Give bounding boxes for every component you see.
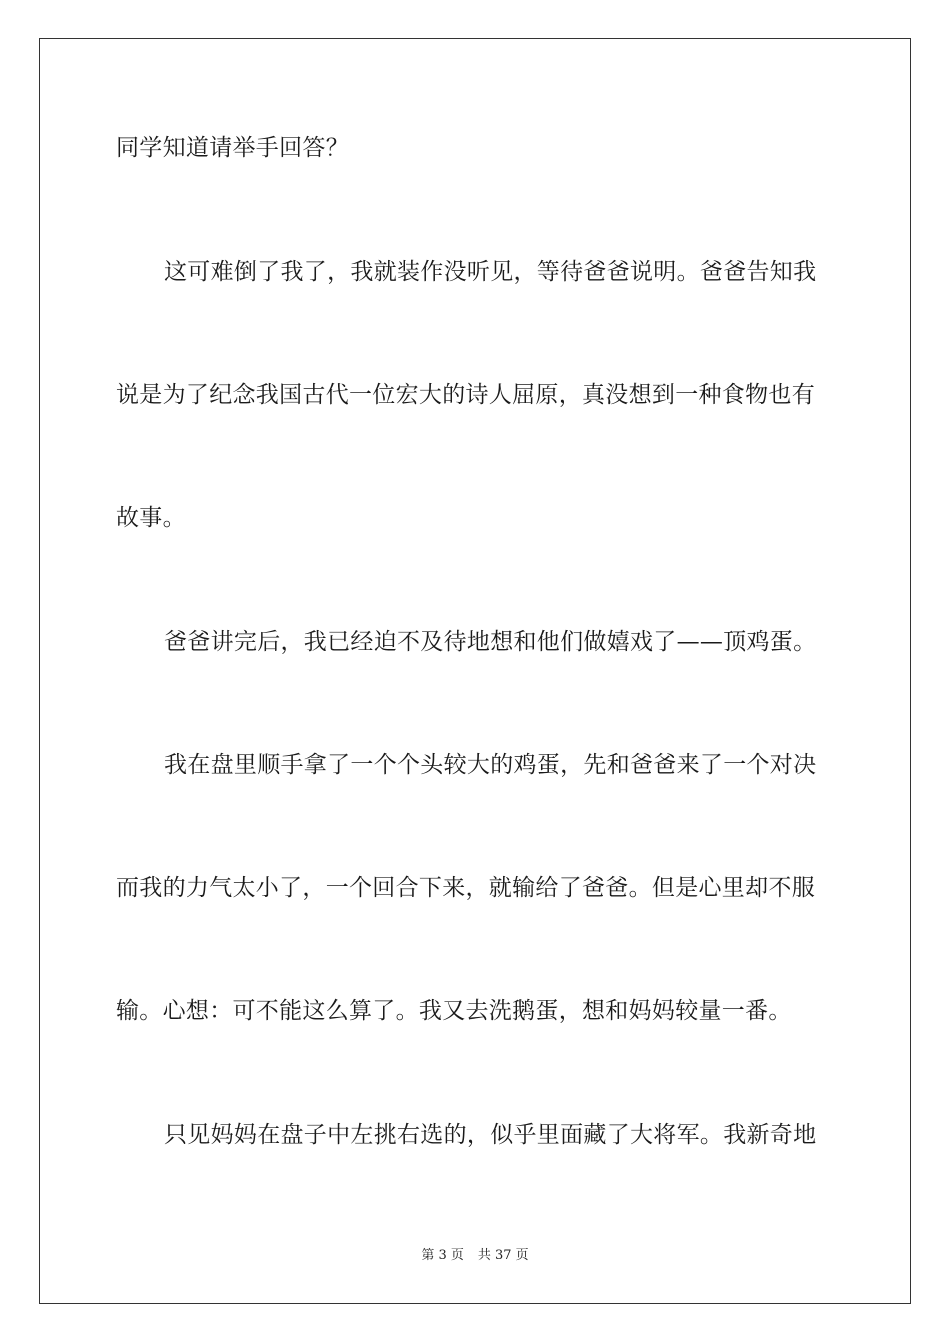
body-text-line: 故事。 xyxy=(116,505,186,531)
body-text-line: 说是为了纪念我国古代一位宏大的诗人屈原，真没想到一种食物也有 xyxy=(116,382,815,408)
page-total: 共 37 页 xyxy=(477,1248,529,1263)
body-text-line: 而我的力气太小了，一个回合下来，就输给了爸爸。但是心里却不服 xyxy=(116,875,815,901)
paragraph-start-line: 爸爸讲完后，我已经迫不及待地想和他们做嬉戏了——顶鸡蛋。 xyxy=(164,629,817,655)
body-text-line: 同学知道请举手回答？ xyxy=(116,135,349,161)
page-number: 第 3 页 xyxy=(421,1248,464,1263)
page-footer xyxy=(0,1247,950,1265)
paragraph-start-line: 我在盘里顺手拿了一个个头较大的鸡蛋，先和爸爸来了一个对决 xyxy=(164,752,817,778)
page-frame xyxy=(39,38,911,1304)
paragraph-start-line: 只见妈妈在盘子中左挑右选的，似乎里面藏了大将军。我新奇地 xyxy=(164,1122,817,1148)
body-text-line: 输。心想：可不能这么算了。我又去洗鹅蛋，想和妈妈较量一番。 xyxy=(116,998,792,1024)
paragraph-start-line: 这可难倒了我了，我就装作没听见，等待爸爸说明。爸爸告知我 xyxy=(164,259,817,285)
